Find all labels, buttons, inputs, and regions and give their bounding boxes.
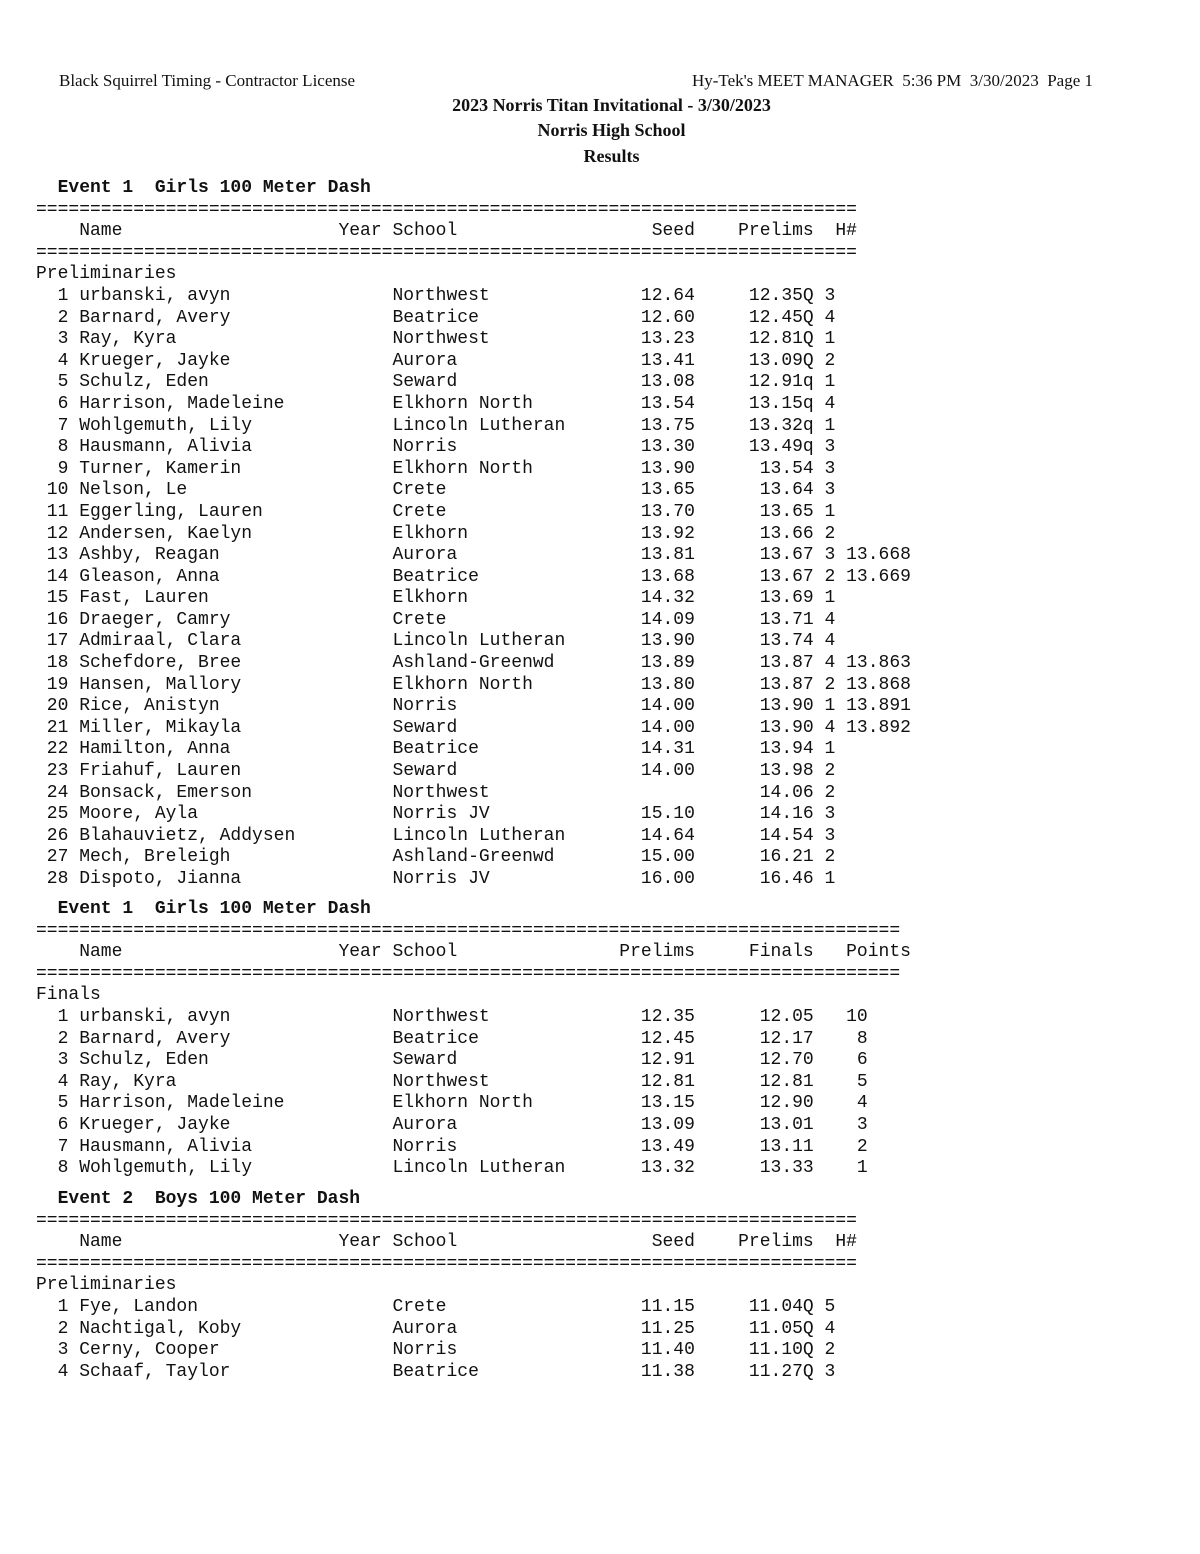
header-meet-manager: Hy-Tek's MEET MANAGER 5:36 PM 3/30/2023 Page 1 [691,71,1093,90]
separator-rule: ============================================================================ [36,1253,857,1274]
results-title: Results [583,146,640,166]
result-row: 15 Fast, Lauren Elkhorn 14.32 13.69 1 [36,588,836,609]
result-row: 8 Hausmann, Alivia Norris 13.30 13.49q 3 [36,437,836,458]
result-row: 25 Moore, Ayla Norris JV 15.10 14.16 3 [36,804,836,825]
round-label: Preliminaries [36,1275,177,1296]
result-row: 28 Dispoto, Jianna Norris JV 16.00 16.46 1 [36,869,836,889]
result-row: 9 Turner, Kamerin Elkhorn North 13.90 13.54 3 [36,458,836,479]
result-row: 27 Mech, Breleigh Ashland-Greenwd 15.00 16.21 2 [36,847,836,868]
separator-rule: ============================================================================ [36,1210,857,1231]
result-row: 4 Ray, Kyra Northwest 12.81 12.81 5 [36,1071,868,1092]
result-row: 12 Andersen, Kaelyn Elkhorn 13.92 13.66 2 [36,523,836,544]
result-row: 6 Krueger, Jayke Aurora 13.09 13.01 3 [36,1114,868,1135]
separator-rule: ============================================================================ [36,199,857,220]
result-row: 3 Cerny, Cooper Norris 11.40 11.10Q 2 [36,1340,836,1361]
column-header: Name Year School Seed Prelims H# [36,1232,857,1253]
result-row: 17 Admiraal, Clara Lincoln Lutheran 13.90 13.74 4 [36,631,836,652]
result-row: 5 Schulz, Eden Seward 13.08 12.91q 1 [36,372,836,393]
result-row: 3 Schulz, Eden Seward 12.91 12.70 6 [36,1050,868,1071]
event-block-boys-100-prelims [36,1189,857,1383]
event-block-girls-100-prelims [36,178,911,891]
result-row: 23 Friahuf, Lauren Seward 14.00 13.98 2 [36,761,836,782]
event-block-girls-100-finals [36,899,911,1180]
result-row: 21 Miller, Mikayla Seward 14.00 13.90 4 13.892 [36,717,911,738]
result-row: 16 Draeger, Camry Crete 14.09 13.71 4 [36,609,836,630]
result-row: 1 Fye, Landon Crete 11.15 11.04Q 5 [36,1296,836,1317]
round-label: Preliminaries [36,264,177,285]
header-license: Black Squirrel Timing - Contractor License [59,71,356,90]
meet-title: 2023 Norris Titan Invitational - 3/30/2023 [452,95,771,115]
result-row: 5 Harrison, Madeleine Elkhorn North 13.15 12.90 4 [36,1093,868,1114]
round-label: Finals [36,985,101,1006]
result-row: 22 Hamilton, Anna Beatrice 14.31 13.94 1 [36,739,836,760]
result-row: 2 Nachtigal, Koby Aurora 11.25 11.05Q 4 [36,1318,836,1339]
result-row: 2 Barnard, Avery Beatrice 12.60 12.45Q 4 [36,307,836,328]
result-row: 4 Schaaf, Taylor Beatrice 11.38 11.27Q 3 [36,1361,836,1382]
result-row: 20 Rice, Anistyn Norris 14.00 13.90 1 13.891 [36,696,911,717]
result-row: 1 urbanski, avyn Northwest 12.64 12.35Q 3 [36,285,836,306]
column-header: Name Year School Seed Prelims H# [36,221,857,242]
event-title: Event 1 Girls 100 Meter Dash [36,178,371,198]
result-row: 18 Schefdore, Bree Ashland-Greenwd 13.89 13.87 4 13.863 [36,653,911,674]
result-row: 7 Hausmann, Alivia Norris 13.49 13.11 2 [36,1136,868,1157]
result-row: 6 Harrison, Madeleine Elkhorn North 13.54 13.15q 4 [36,393,836,414]
result-row: 10 Nelson, Le Crete 13.65 13.64 3 [36,480,836,501]
result-row: 26 Blahauvietz, Addysen Lincoln Lutheran 14.64 14.54 3 [36,825,836,846]
result-row: 4 Krueger, Jayke Aurora 13.41 13.09Q 2 [36,350,836,371]
result-row: 11 Eggerling, Lauren Crete 13.70 13.65 1 [36,501,836,522]
separator-rule: ============================================================================ [36,242,857,263]
result-row: 13 Ashby, Reagan Aurora 13.81 13.67 3 13.668 [36,545,911,566]
school-title: Norris High School [537,120,686,140]
separator-rule: ================================================================================ [36,963,901,984]
result-row: 1 urbanski, avyn Northwest 12.35 12.05 10 [36,1006,868,1027]
result-row: 24 Bonsack, Emerson Northwest 14.06 2 [36,782,836,803]
event-title: Event 1 Girls 100 Meter Dash [36,899,371,919]
result-row: 8 Wohlgemuth, Lily Lincoln Lutheran 13.32 13.33 1 [36,1158,868,1179]
result-row: 19 Hansen, Mallory Elkhorn North 13.80 13.87 2 13.868 [36,674,911,695]
result-row: 3 Ray, Kyra Northwest 13.23 12.81Q 1 [36,329,836,350]
event-title: Event 2 Boys 100 Meter Dash [36,1189,361,1209]
result-row: 2 Barnard, Avery Beatrice 12.45 12.17 8 [36,1028,868,1049]
result-row: 14 Gleason, Anna Beatrice 13.68 13.67 2 13.669 [36,566,911,587]
column-header: Name Year School Prelims Finals Points [36,942,911,963]
result-row: 7 Wohlgemuth, Lily Lincoln Lutheran 13.75 13.32q 1 [36,415,836,436]
separator-rule: ================================================================================ [36,920,901,941]
